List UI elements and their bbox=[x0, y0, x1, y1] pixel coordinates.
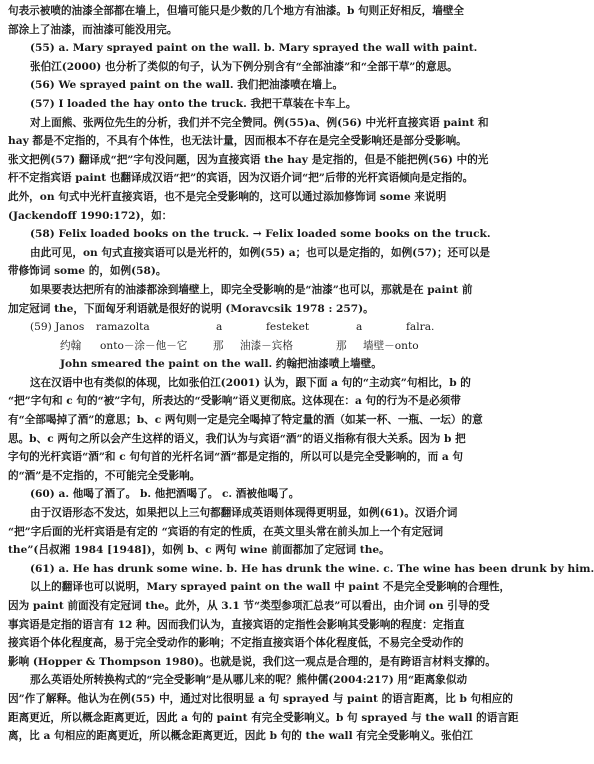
example-55: (55) a. Mary sprayed paint on the wall. b. Mary sprayed the wall with paint. bbox=[30, 42, 478, 55]
gloss-word: festeket bbox=[266, 321, 310, 334]
text-line: (Jackendoff 1990:172)，如： bbox=[8, 209, 173, 222]
text-line: 张文把例(57) 翻译成“把”字句没问题，因为直接宾语 the hay 是定指的，但是不能把例(56) 中的光 bbox=[8, 153, 489, 166]
text-line: 影响 (Hopper & Thompson 1980)。也就是说，我们这一观点是合理的，是有跨语言材料支撑的。 bbox=[8, 655, 496, 668]
example-59-translation: John smeared the paint on the wall. 约翰把油漆喷上墙壁。 bbox=[60, 358, 382, 371]
gloss-word: 那 bbox=[336, 339, 347, 352]
text-line: 离，比 a 句相应的距离更近，所以概念距离更近，因此 b 句的 the wall 有完全受影响义。张伯江 bbox=[8, 730, 473, 743]
text-line: 带修饰词 some 的，如例(58)。 bbox=[8, 265, 167, 278]
text-line: 由此可见，on 句式直接宾语可以是光杆的，如例(55) a；也可以是定指的，如例(57)；还可以是 bbox=[30, 246, 490, 259]
text-line: 由于汉语形态不发达，如果把以上三句都翻译成英语则体现得更明显，如例(61)。汉语介词 bbox=[30, 507, 458, 520]
text-line: 如果要表达把所有的油漆都涂到墙壁上，即完全受影响的是“油漆”也可以，那就是在 paint 前 bbox=[30, 283, 473, 296]
text-line: the”(吕叔湘 1984 [1948])，如例 b、c 两句 wine 前面都加了定冠词 the。 bbox=[8, 544, 390, 557]
example-57: (57) I loaded the hay onto the truck. 我把干草装在卡车上。 bbox=[30, 97, 357, 110]
text-line: 加定冠词 the，下面匈牙利语就是很好的说明 (Moravcsik 1978 : 257)。 bbox=[8, 302, 374, 315]
gloss-word: (59) Janos bbox=[30, 321, 85, 334]
gloss-word: 墙壁－onto bbox=[363, 339, 419, 352]
gloss-word: ramazolta bbox=[96, 321, 150, 334]
text-line: 对上面熊、张两位先生的分析，我们并不完全赞同。例(55)a、例(56) 中光杆直接宾语 paint 和 bbox=[30, 116, 489, 129]
text-line: 部涂上了油漆，而油漆可能没用完。 bbox=[8, 23, 178, 36]
text-line: 思。b、c 两句之所以会产生这样的语义，我们认为与宾语“酒”的语义指称有很大关系。因为 b 把 bbox=[8, 432, 466, 445]
text-line: 句表示被喷的油漆全部都在墙上，但墙可能只是少数的几个地方有油漆。b 句则正好相反，墙壁全 bbox=[8, 5, 465, 17]
text-line: 张伯江(2000) 也分析了类似的句子，认为下例分别含有“全部油漆”和“全部干草”的意思。 bbox=[30, 60, 458, 73]
example-61: (61) a. He has drunk some wine. b. He has drunk the wine. c. The wine has been drunk by him. bbox=[30, 562, 594, 575]
gloss-word: onto－涂－他－它 bbox=[100, 339, 188, 352]
text-line: 因”作了解释。他认为在例(55) 中，通过对比很明显 a 句 sprayed 与 paint 的语言距离，比 b 句相应的 bbox=[8, 692, 513, 705]
text-line: 这在汉语中也有类似的体现，比如张伯江(2001) 认为，跟下面 a 句的“主动宾”句相比，b 的 bbox=[30, 376, 471, 389]
text-line: 接宾语个体化程度高，易于完全受动作的影响；不定指直接宾语个体化程度低，不易完全受动作的 bbox=[8, 637, 464, 650]
text-line: 有“全部喝掉了酒”的意思；b、c 两句则一定是完全喝掉了特定量的酒（如某一杯、一瓶、一坛）的意 bbox=[8, 414, 483, 427]
text-line: “把”字句和 c 句的“被”字句，所表达的“受影响”语义更彻底。这体现在：a 句的行为不是必须带 bbox=[8, 395, 461, 408]
text-line: 以上的翻译也可以说明，Mary sprayed paint on the wall 中 paint 不是完全受影响的合理性， bbox=[30, 581, 511, 594]
text-line: 因为 paint 前面没有定冠词 the。此外，从 3.1 节“类型参项汇总表”可以看出，由介词 on 引导的受 bbox=[8, 600, 490, 612]
example-60: (60) a. 他喝了酒了。 b. 他把酒喝了。 c. 酒被他喝了。 bbox=[30, 488, 300, 501]
gloss-word: a bbox=[216, 321, 223, 334]
gloss-word: 约翰 bbox=[60, 339, 82, 352]
text-line: 的“酒”是不定指的，不可能完全受影响。 bbox=[8, 469, 201, 482]
gloss-word: a bbox=[356, 321, 363, 334]
gloss-word: falra. bbox=[406, 321, 435, 334]
text-line: 距离更近，所以概念距离更近，因此 a 句的 paint 有完全受影响义。b 句 sprayed 与 the wall 的语言距 bbox=[8, 711, 519, 724]
example-59-words bbox=[8, 318, 528, 337]
text-line: 事宾语是定指的语言有 12 种。因而我们认为，直接宾语的定指性会影响其受影响的程度：定指直 bbox=[8, 618, 465, 631]
gloss-word: 油漆－宾格 bbox=[240, 339, 293, 352]
text-line: 那么英语处所转换构式的“完全受影响”是从哪儿来的呢？熊仲儒(2004:217) 用“距离象似动 bbox=[30, 674, 468, 687]
text-line: 杆不定指宾语 paint 也翻译成汉语“把”的宾语，因为汉语介词“把”后带的光杆宾语倾向是定指的。 bbox=[8, 172, 474, 185]
text-line: 字句的光杆宾语“酒”和 c 句句首的光杆名词“酒”都是定指的，所以可以是完全受影响的，而 a 句 bbox=[8, 451, 464, 464]
text-line: 此外，on 句式中光杆直接宾语，也不是完全受影响的，这可以通过添加修饰词 some 来说明 bbox=[8, 190, 447, 203]
example-58: (58) Felix loaded books on the truck. → Felix loaded some books on the truck. bbox=[30, 228, 491, 241]
gloss-word: 那 bbox=[213, 339, 224, 352]
example-59-gloss bbox=[8, 337, 528, 356]
example-56: (56) We sprayed paint on the wall. 我们把油漆喷在墙上。 bbox=[30, 79, 344, 92]
text-line: “把”字后面的光杆宾语是有定的 “宾语的有定的性质，在英文里头常在前头加上一个有定冠词 bbox=[8, 525, 444, 538]
text-line: hay 都是不定指的，不具有个体性，也无法计量，因而根本不存在是完全受影响还是部分受影响。 bbox=[8, 135, 467, 148]
